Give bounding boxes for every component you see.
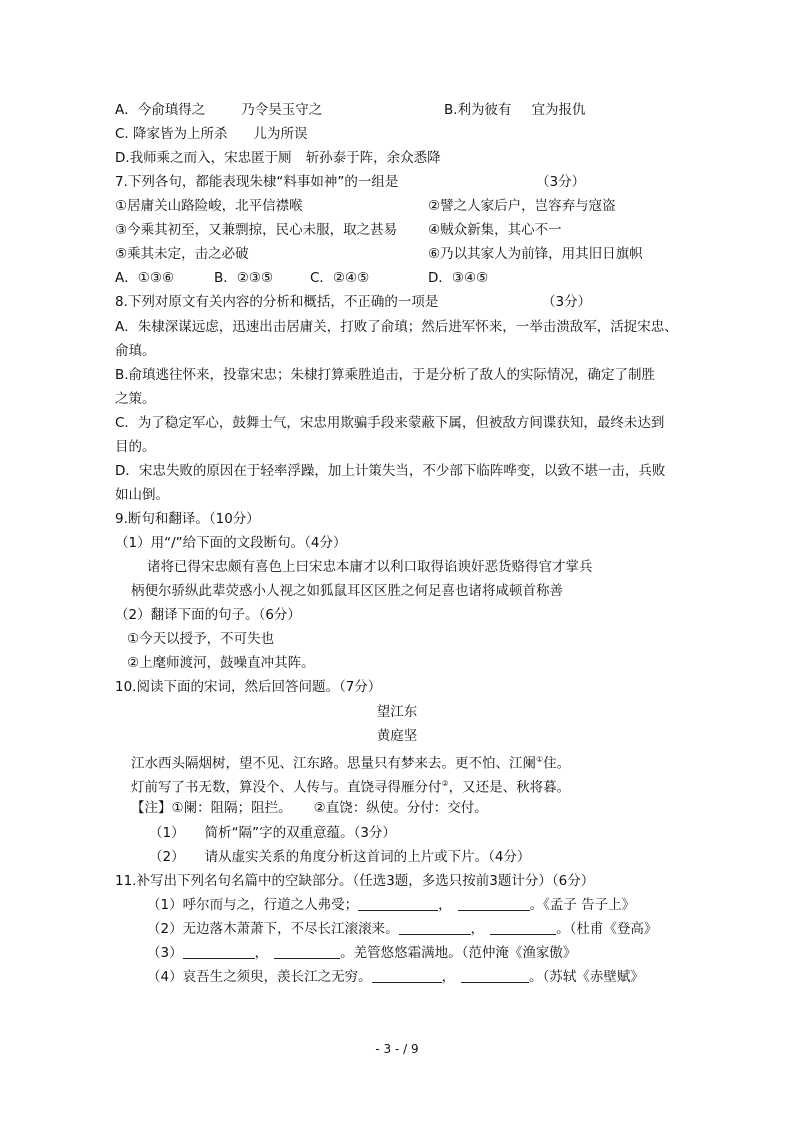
q11-item-4: （4）哀吾生之须臾，羡长江之无穷。 ， 。（苏轼《赤壁赋》 (147, 969, 644, 985)
q8-option-a-line2: 俞瑱。 (115, 343, 156, 359)
answer-blank[interactable] (183, 944, 255, 959)
q6-option-c: C. 降家皆为上所杀 儿为所误 (115, 126, 308, 142)
poem-title: 望江东 (376, 704, 418, 720)
answer-blank[interactable] (358, 896, 438, 911)
poem-author: 黄庭坚 (376, 728, 418, 744)
q7-item: ⑤乘其未定，击之必破 (115, 246, 249, 262)
q7-item: ①居庸关山路险峻，北平信襟喉 (115, 198, 303, 214)
q8-option-c-line1: C．为了稳定军心，鼓舞士气，宋忠用欺骗手段来蒙蔽下属，但被敌方间谍获知，最终未达到 (115, 415, 665, 431)
q11-stem: 11.补写出下列名句名篇中的空缺部分。（任选3题，多选只按前3题计分）（6分） (115, 873, 595, 889)
q10-sub1: （1） 简析“隔”字的双重意蕴。（3分） (149, 825, 396, 841)
q7-item: ②譬之人家后户，岂容弃与寇盗 (428, 198, 616, 214)
q9-passage-line1: 诸将已得宋忠颇有喜色上曰宋忠本庸才以利口取得谄谀奸恶货赂得官才掌兵 (147, 559, 593, 575)
q9-sentence-1: ①今天以授予，不可失也 (127, 631, 275, 647)
answer-blank[interactable] (372, 968, 442, 983)
q8-option-b-line2: 之策。 (115, 391, 156, 407)
q9-part1-prompt: （1）用“/”给下面的文段断句。（4分） (115, 535, 347, 551)
q9-passage-line2: 柄便尔骄纵此辈荧惑小人视之如狐鼠耳区区胜之何足喜也诸将咸顿首称善 (131, 583, 563, 599)
q8-option-d-line2: 如山倒。 (115, 487, 169, 503)
q9-sentence-2: ②上麾师渡河，鼓噪直冲其阵。 (127, 655, 315, 671)
answer-blank[interactable] (274, 944, 340, 959)
q11-item-3: （3） ， 。羌管悠悠霜满地。（范仲淹《渔家傲》 (147, 945, 577, 961)
page-number: - 3 - / 9 (375, 1042, 419, 1056)
q8-option-b-line1: B.俞瑱逃往怀来，投靠宋忠；朱棣打算乘胜追击，于是分析了敌人的实际情况，确定了制胜 (115, 367, 656, 383)
q8-option-d-line1: D．宋忠失败的原因在于轻率浮躁，加上计策失当，不少部下临阵哗变，以致不堪一击，兵败 (115, 463, 666, 479)
q6-option-b: B.利为彼有 宜为报仇 (444, 102, 586, 118)
q10-stem: 10.阅读下面的宋词，然后回答问题。（7分） (115, 679, 382, 695)
q8-option-a-line1: A．朱棣深谋远虑，迅速出击居庸关，打败了俞瑱；然后进军怀来，一举击溃敌军，活捉宋忠、 (115, 319, 678, 335)
q11-item-2: （2）无边落木萧萧下，不尽长江滚滚来。 ， 。（杜甫《登高》 (147, 921, 658, 937)
answer-blank[interactable] (399, 920, 471, 935)
footnote-marker: ① (536, 755, 544, 764)
q9-stem: 9.断句和翻译。（10分） (115, 511, 260, 527)
q9-part2-prompt: （2）翻译下面的句子。（6分） (115, 607, 301, 623)
poem-note: 【注】①阑：阻隔；阻拦。 ②直饶：纵使。分付：交付。 (131, 800, 488, 816)
q6-option-a: A．今俞瑱得之 乃令吴玉守之 (115, 102, 323, 118)
footnote-marker: ② (441, 779, 449, 788)
answer-blank[interactable] (458, 896, 530, 911)
q8-stem: 8.下列对原文有关内容的分析和概括，不正确的一项是 (115, 294, 439, 310)
q11-item-1: （1）呼尔而与之，行道之人弗受； ， 。《孟子 告子上》 (147, 897, 636, 913)
q7-choice-b: B．②③⑤ (214, 270, 274, 286)
q7-item: ③今乘其初至，又兼剽掠，民心未服，取之甚易 (115, 222, 398, 238)
q7-stem: 7.下列各句，都能表现朱棣“料事如神”的一组是 (115, 174, 399, 190)
poem-line-2: 灯前写了书无数，算没个、人传与。直饶寻得雁分付②，又还是、秋将暮。 (131, 779, 571, 796)
q8-option-c-line2: 目的。 (115, 439, 156, 455)
answer-blank[interactable] (490, 920, 556, 935)
q7-item: ④贼众新集，其心不一 (428, 222, 562, 238)
answer-blank[interactable] (461, 968, 529, 983)
q7-choice-a: A．①③⑥ (115, 270, 175, 286)
q7-score: （3分） (536, 174, 586, 190)
q8-score: （3分） (542, 294, 592, 310)
q6-option-d: D.我师乘之而入，宋忠匿于厕 斩孙泰于阵，余众悉降 (115, 150, 441, 166)
q7-item: ⑥乃以其家人为前锋，用其旧日旗帜 (428, 246, 643, 262)
q7-choice-d: D．③④⑤ (428, 270, 489, 286)
q7-choice-c: C．②④⑤ (310, 270, 370, 286)
poem-line-1: 江水西头隔烟树，望不见、江东路。思量只有梦来去。更不怕、江阑①住。 (131, 755, 571, 772)
q10-sub2: （2） 请从虚实关系的角度分析这首词的上片或下片。（4分） (149, 849, 531, 865)
